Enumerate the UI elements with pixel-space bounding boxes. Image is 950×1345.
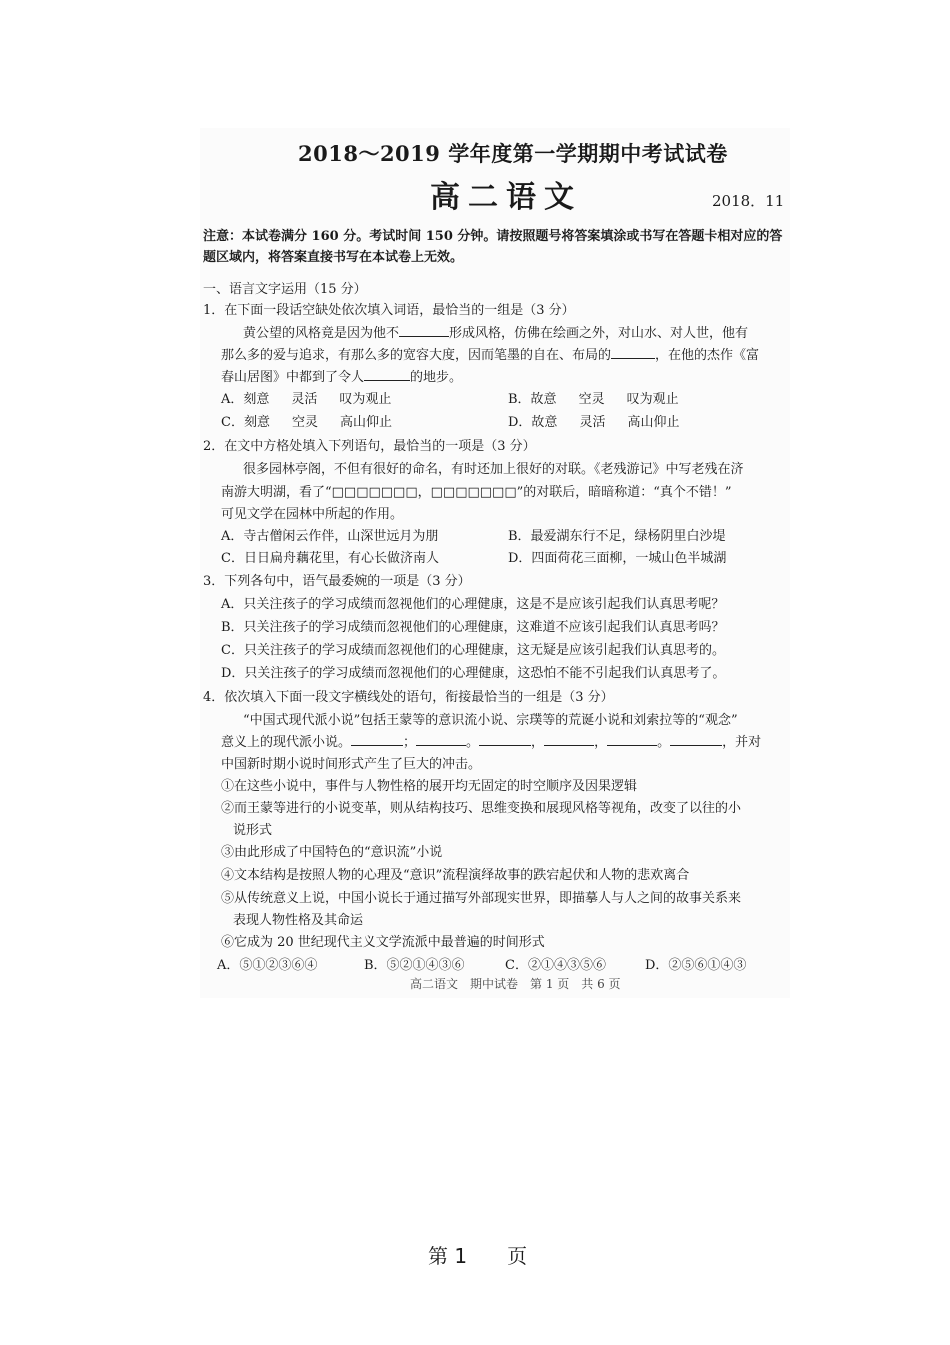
blank	[611, 346, 655, 359]
q1-stem: 1．在下面一段话空缺处依次填入词语，最恰当的一组是（3 分）	[203, 303, 575, 318]
q4-option-c: C．②①④③⑤⑥	[505, 958, 606, 973]
q4-passage-line2: 意义上的现代派小说。 ； 。 ， ， 。 ，并对	[221, 735, 762, 750]
page-number: 第 1 页	[428, 1244, 528, 1268]
exam-subject: 高二语文	[430, 180, 582, 215]
q1-passage-line3: 春山居图》中都到了令人 的地步。	[221, 370, 463, 385]
q1-passage-line2: 那么多的爱与追求，有那么多的宽容大度，因而笔墨的自在、布局的 ，在他的杰作《富	[221, 348, 760, 363]
section-title: 一、语言文字运用（15 分）	[203, 282, 367, 297]
q3-option-c: C．只关注孩子的学习成绩而忽视他们的心理健康，这无疑是应该引起我们认真思考的。	[221, 643, 725, 658]
q4-item: ⑤从传统意义上说，中国小说长于通过描写外部现实世界，即描摹人与人之间的故事关系来	[221, 891, 742, 906]
q4-item: ④文本结构是按照人物的心理及“意识”流程演绎故事的跌宕起伏和人物的悲欢离合	[221, 868, 690, 883]
q3-option-a: A．只关注孩子的学习成绩而忽视他们的心理健康，这是不是应该引起我们认真思考呢？	[221, 597, 725, 612]
q2-passage-line1: 很多园林亭阁，不但有很好的命名，有时还加上很好的对联。《老残游记》中写老残在济	[243, 462, 744, 477]
page-footer: 高二语文 期中试卷 第 1 页 共 6 页	[410, 977, 621, 991]
q2-option-a: A．寺古僧闲云作伴，山深世远月为朋	[221, 529, 439, 544]
q2-stem: 2．在文中方格处填入下列语句，最恰当的一项是（3 分）	[203, 439, 536, 454]
q1-option-b: B．故意 空灵 叹为观止	[508, 392, 679, 407]
blank	[351, 733, 403, 746]
q4-item: ⑥它成为 20 世纪现代主义文学流派中最普遍的时间形式	[221, 935, 545, 950]
blank	[670, 733, 722, 746]
blank	[479, 733, 531, 746]
blank	[399, 324, 449, 337]
q3-stem: 3．下列各句中，语气最委婉的一项是（3 分）	[203, 574, 471, 589]
q4-item: ②而王蒙等进行的小说变革，则从结构技巧、思维变换和展现风格等视角，改变了以往的小	[221, 801, 742, 816]
q4-option-a: A．⑤①②③⑥④	[217, 958, 318, 973]
q2-option-c: C．日日扁舟藕花里，有心长做济南人	[221, 551, 439, 566]
q4-item: ①在这些小说中，事件与人物性格的展开均无固定的时空顺序及因果逻辑	[221, 779, 638, 794]
q4-passage-line3: 中国新时期小说时间形式产生了巨大的冲击。	[221, 757, 482, 772]
q4-item: 表现人物性格及其命运	[233, 913, 364, 928]
q3-option-d: D．只关注孩子的学习成绩而忽视他们的心理健康，这恐怕不能不引起我们认真思考了。	[221, 666, 726, 681]
q2-option-b: B．最爱湖东行不足，绿杨阴里白沙堤	[508, 529, 726, 544]
blank	[544, 733, 594, 746]
q3-option-b: B．只关注孩子的学习成绩而忽视他们的心理健康，这难道不应该引起我们认真思考吗？	[221, 620, 725, 635]
q1-option-d: D．故意 灵活 高山仰止	[508, 415, 680, 430]
q4-option-d: D．②⑤⑥①④③	[645, 958, 747, 973]
exam-date: 2018．11	[712, 192, 785, 210]
q4-item: 说形式	[233, 823, 273, 838]
q4-stem: 4．依次填入下面一段文字横线处的语句，衔接最恰当的一组是（3 分）	[203, 690, 614, 705]
q2-option-d: D．四面荷花三面柳，一城山色半城湖	[508, 551, 727, 566]
q1-option-a: A．刻意 灵活 叹为观止	[221, 392, 392, 407]
q2-passage-line3: 可见文学在园林中所起的作用。	[221, 507, 404, 522]
blank	[416, 733, 466, 746]
q4-option-b: B．⑤②①④③⑥	[364, 958, 465, 973]
notice	[203, 226, 788, 268]
notice-label: 注意：	[203, 229, 243, 244]
exam-title: 2018～2019 学年度第一学期期中考试试卷	[298, 141, 728, 166]
blank	[607, 733, 657, 746]
q1-option-c: C．刻意 空灵 高山仰止	[221, 415, 392, 430]
q4-passage-line1: “中国式现代派小说”包括王蒙等的意识流小说、宗璞等的荒诞小说和刘索拉等的“观念”	[243, 713, 738, 728]
blank	[364, 368, 410, 381]
q2-passage-line2: 南游大明湖，看了“□□□□□□□，□□□□□□□”的对联后，暗暗称道：“真个不错！”	[221, 485, 732, 500]
notice-text: 本试卷满分 160 分。考试时间 150 分钟。请按照题号将答案填涂或书写在答题卡相对应的答题区域内，将答案直接书写在本试卷上无效。	[203, 229, 783, 265]
q1-passage-line1: 黄公望的风格竟是因为他不 形成风格，仿佛在绘画之外，对山水、对人世，他有	[243, 326, 749, 341]
q4-item: ③由此形成了中国特色的“意识流”小说	[221, 845, 443, 860]
